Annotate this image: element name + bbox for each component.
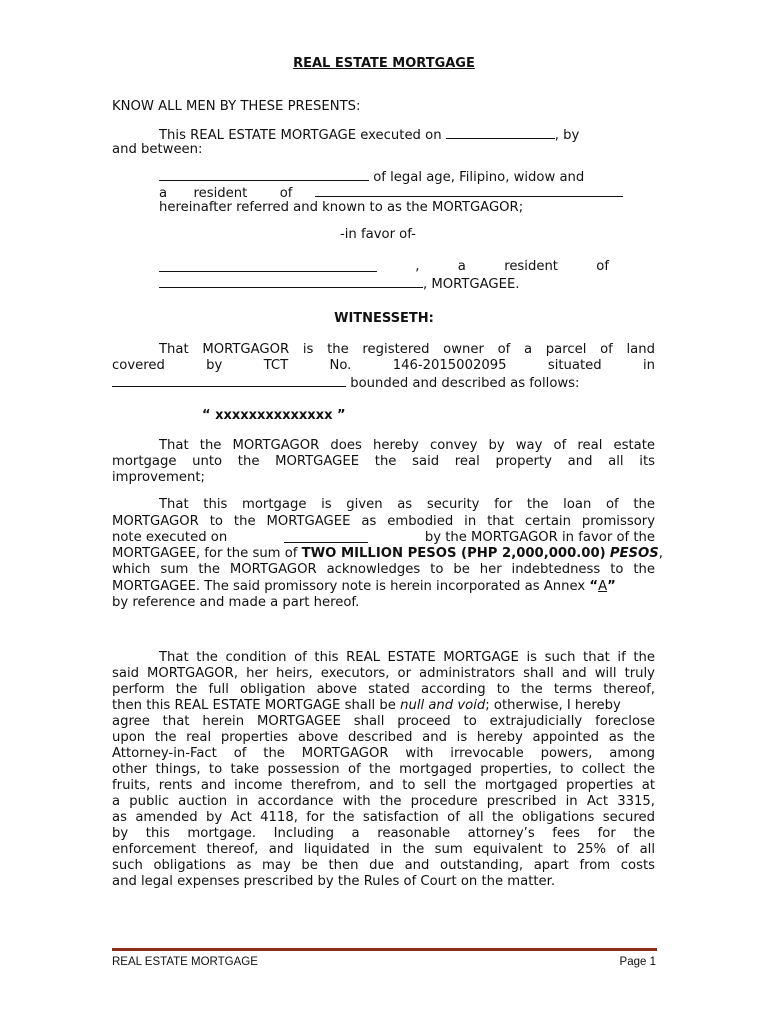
p6-line4 [112, 546, 663, 562]
p6-line1: That this mortgage is given as security for the loan of the [159, 497, 655, 512]
null-and-void: null and void [400, 698, 486, 713]
p7-line10: a public auction in accordance with the procedure prescribed in Act 3315, [112, 794, 655, 809]
p2-text-a: of legal age, Filipino, widow and [373, 170, 585, 185]
p6-line3 [112, 530, 655, 546]
p1-text-a: This REAL ESTATE MORTGAGE executed on [159, 128, 442, 143]
loan-amount: TWO MILLION PESOS (PHP 2,000,000.00) [301, 546, 606, 561]
p4-word: No. [329, 358, 352, 373]
p7-line12: by this mortgage. Including a reasonable attorney’s fees for the [112, 826, 655, 841]
p4-word: owner [443, 342, 484, 357]
p7-line6: upon the real properties above described and is hereby appointed as the [112, 730, 655, 745]
p7-line7: Attorney-in-Fact of the MORTGAGOR with irrevocable powers, among [112, 746, 655, 761]
p7-line11: as amended by Act 4118, for the satisfaction of all the obligations secured [112, 810, 655, 825]
p7-line9: fruits, rents and income therefrom, and to sell the mortgaged properties at [112, 778, 655, 793]
p5-line3: improvement; [112, 470, 205, 485]
note-date-blank [284, 530, 368, 543]
annex-open-quote: “ [589, 579, 599, 594]
p4-line2 [112, 358, 655, 374]
loan-currency: PESOS [609, 546, 659, 561]
p4-word: covered [112, 358, 165, 373]
p6-line7: by reference and made a part hereof. [112, 595, 360, 610]
p1-line1 [159, 126, 579, 144]
p2-a: a [159, 186, 168, 201]
p4-word: a [524, 342, 533, 357]
p4-word: MORTGAGOR [202, 342, 290, 357]
mortgagor-name-blank [159, 168, 369, 181]
p5-line2: mortgage unto the MORTGAGEE the said real property and all its [112, 454, 655, 469]
p4-text: bounded and described as follows: [350, 376, 580, 391]
p3-line2 [159, 275, 519, 293]
p1-text-b: , by [554, 128, 580, 143]
p7-text: ; otherwise, I hereby [485, 698, 621, 713]
p7-line14: such obligations as may be then due and outstanding, apart from costs [112, 858, 655, 873]
p7-line2: said MORTGAGOR, her heirs, executors, or administrators shall and will truly [112, 666, 655, 681]
p4-word: in [642, 358, 655, 373]
p2-of: of [279, 186, 293, 201]
footer-rule [112, 948, 657, 951]
p6-line2: MORTGAGOR to the MORTGAGEE as embodied in that certain promissory [112, 514, 655, 529]
p4-word: registered [362, 342, 430, 357]
p6-line5: which sum the MORTGAGOR acknowledges to be her indebtedness to the [112, 562, 655, 577]
p1-line2: and between: [112, 142, 203, 157]
p4-line1 [159, 342, 655, 358]
p3-a: a [457, 259, 466, 274]
footer-title: REAL ESTATE MORTGAGE [112, 956, 258, 968]
property-description: “ xxxxxxxxxxxxxx ” [202, 408, 346, 423]
witnesseth-heading: WITNESSETH: [334, 311, 434, 326]
p4-word: land [626, 342, 655, 357]
p4-word: That [159, 342, 189, 357]
p6-annex-text: MORTGAGEE. The said promissory note is herein incorporated as Annex [112, 579, 586, 594]
mortgagee-address-blank [159, 275, 423, 288]
p4-word: is [302, 342, 314, 357]
in-favor-of: -in favor of- [340, 227, 416, 242]
p4-word: by [206, 358, 223, 373]
p7-line5: agree that herein MORTGAGEE shall proceed to extrajudicially foreclose [112, 714, 655, 729]
p4-word: situated [547, 358, 602, 373]
p3-mortgagee: , MORTGAGEE. [423, 277, 520, 292]
p7-line13: enforcement thereof, and liquidated in the sum equivalent to 25% of all [112, 842, 655, 857]
p7-text: then this REAL ESTATE MORTGAGE shall be [112, 698, 396, 713]
p7-line3: perform the full obligation above stated according to the terms thereof, [112, 682, 655, 697]
p6-comma: , [658, 546, 663, 561]
page-number: Page 1 [619, 956, 656, 968]
annex-close-quote: ” [607, 579, 616, 594]
mortgagee-name-blank [159, 259, 377, 272]
p2-resident: resident [193, 186, 248, 201]
p6-sum-intro: MORTGAGEE, for the sum of [112, 546, 298, 561]
p2-line3: hereinafter referred and known to as the MORTGAGOR; [159, 200, 524, 215]
p5-line1: That the MORTGAGOR does hereby convey by way of real estate [159, 438, 655, 453]
tct-number: 146-2015002095 [392, 358, 507, 373]
p4-word: the [327, 342, 349, 357]
p6-text-b: by the MORTGAGOR in favor of the [424, 530, 655, 545]
p4-word: parcel [545, 342, 587, 357]
annex-letter: A [598, 579, 608, 594]
p3-of: of [596, 259, 609, 274]
p4-word: of [497, 342, 511, 357]
p4-word: TCT [263, 358, 289, 373]
mortgagor-address-blank [315, 184, 623, 197]
p3-resident: resident [504, 259, 558, 274]
p7-line8: other things, to take possession of the mortgaged properties, to collect the [112, 762, 655, 777]
location-blank [112, 374, 346, 387]
p7-line15: and legal expenses prescribed by the Rules of Court on the matter. [112, 874, 556, 889]
p4-line3 [112, 374, 580, 392]
p6-line6 [112, 579, 616, 595]
p7-line4 [112, 698, 621, 714]
opening-line: KNOW ALL MEN BY THESE PRESENTS: [112, 99, 361, 114]
p7-line1: That the condition of this REAL ESTATE MORTGAGE is such that if the [159, 650, 655, 665]
date-blank [446, 126, 555, 139]
p4-word: of [600, 342, 613, 357]
p3-comma: , [415, 259, 420, 274]
p6-text-a: note executed on [112, 530, 228, 545]
document-title: REAL ESTATE MORTGAGE [293, 56, 475, 71]
p3-line1 [159, 259, 609, 275]
